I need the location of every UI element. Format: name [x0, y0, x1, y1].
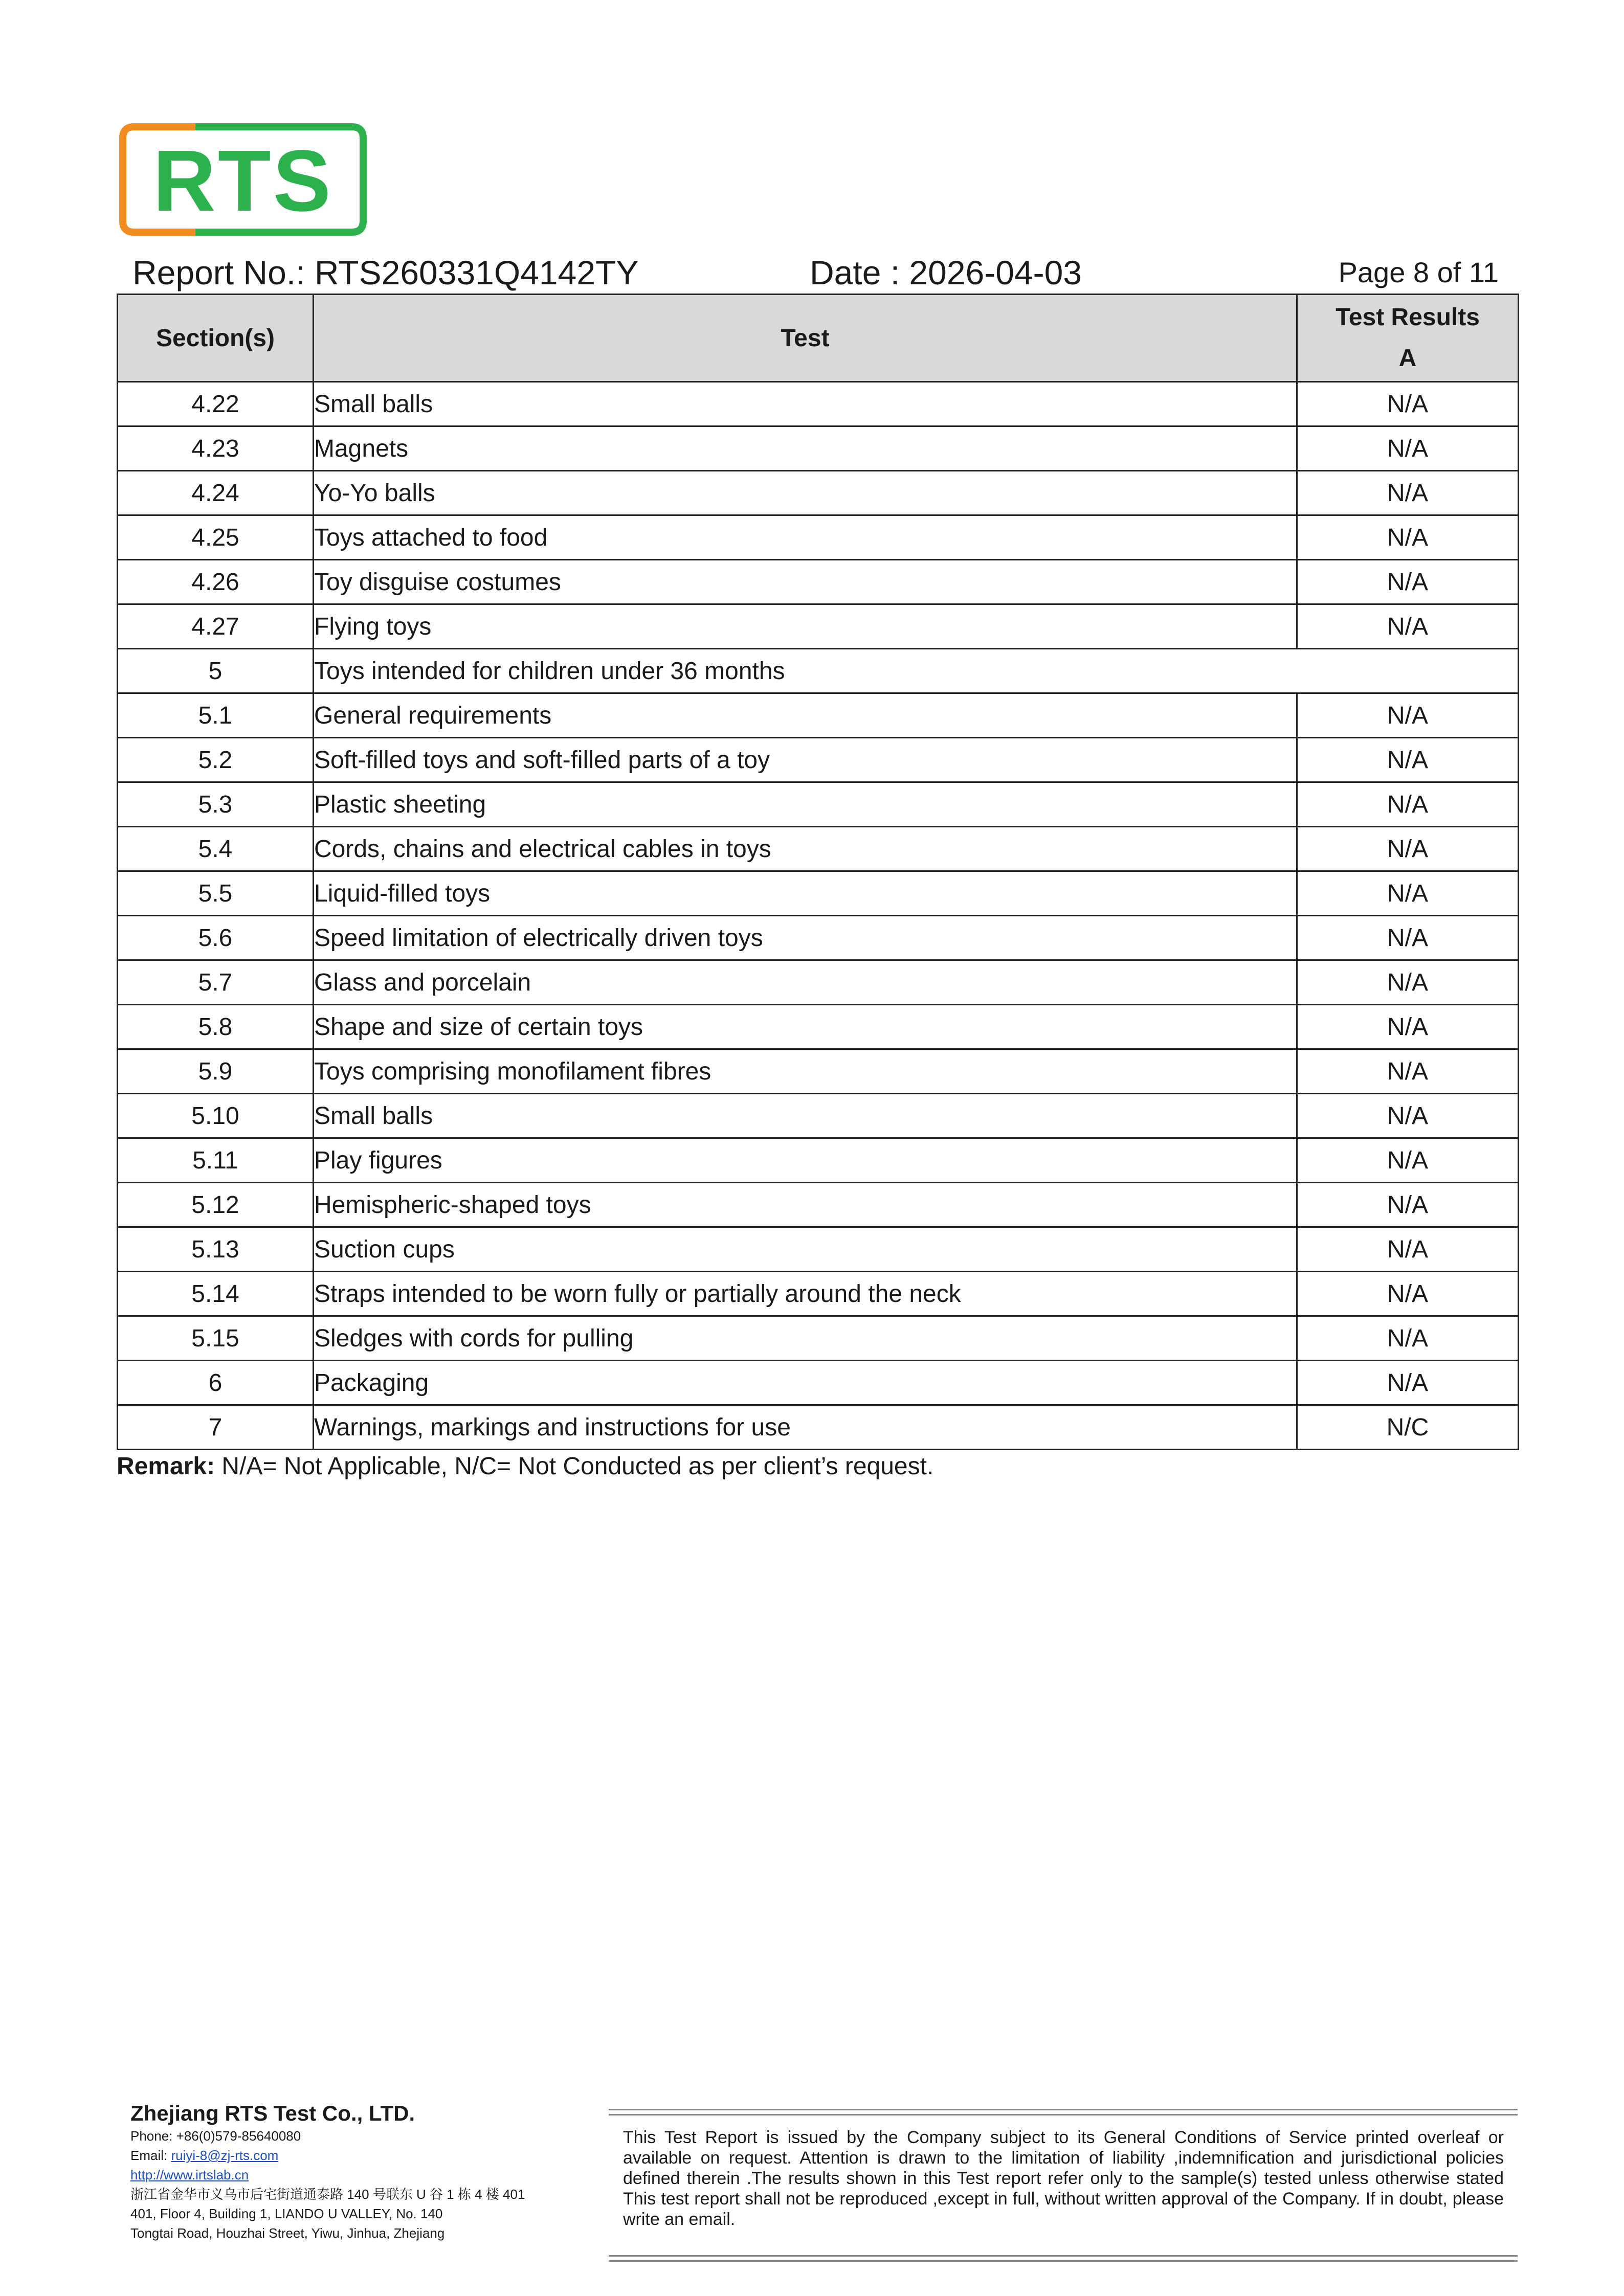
row-test: Flying toys	[314, 604, 1297, 649]
table-row	[118, 1183, 1519, 1227]
row-test: Shape and size of certain toys	[314, 1005, 1297, 1049]
row-section: 4.26	[118, 560, 314, 604]
row-test: Yo-Yo balls	[314, 471, 1297, 515]
row-section: 5.12	[118, 1183, 314, 1227]
table-row	[118, 1227, 1519, 1272]
header-results	[1297, 295, 1519, 382]
row-test: Liquid-filled toys	[314, 871, 1297, 916]
row-test: Toys attached to food	[314, 515, 1297, 560]
table-row	[118, 1138, 1519, 1183]
row-test: Small balls	[314, 382, 1297, 426]
row-section: 5.2	[118, 738, 314, 782]
row-section: 4.22	[118, 382, 314, 426]
footer-company-info	[130, 2101, 570, 2243]
row-section: 5.6	[118, 916, 314, 960]
row-result: N/A	[1297, 738, 1519, 782]
row-result: N/A	[1297, 382, 1519, 426]
row-result: N/C	[1297, 1405, 1519, 1450]
row-test: Toys intended for children under 36 months	[314, 649, 1519, 693]
email-link[interactable]: ruiyi-8@zj-rts.com	[171, 2148, 279, 2163]
row-result: N/A	[1297, 782, 1519, 827]
row-section: 5.5	[118, 871, 314, 916]
row-result: N/A	[1297, 426, 1519, 471]
table-row	[118, 1316, 1519, 1361]
row-test: Toys comprising monofilament fibres	[314, 1049, 1297, 1094]
row-section: 5.11	[118, 1138, 314, 1183]
company-phone: Phone: +86(0)579-85640080	[130, 2128, 301, 2144]
table-row	[118, 782, 1519, 827]
address-en-1: 401, Floor 4, Building 1, LIANDO U VALLEY, No. 140	[130, 2206, 443, 2221]
row-test: Soft-filled toys and soft-filled parts of a toy	[314, 738, 1297, 782]
table-row	[118, 515, 1519, 560]
website-link[interactable]: http://www.irtslab.cn	[130, 2167, 249, 2182]
test-results-table	[117, 294, 1519, 1450]
row-section: 6	[118, 1361, 314, 1405]
row-result: N/A	[1297, 1138, 1519, 1183]
table-row	[118, 1049, 1519, 1094]
table-row	[118, 916, 1519, 960]
header-results-sub: A	[1398, 345, 1417, 372]
row-section: 5.7	[118, 960, 314, 1005]
row-section: 5.1	[118, 693, 314, 738]
row-result: N/A	[1297, 604, 1519, 649]
footer-disclaimer: This Test Report is issued by the Company subject to its General Conditions of Service printed overleaf or available on request. Attention is drawn to the limitation of liability ,indemnification and jurisdictional policies defined therein .The results shown in this Test report refer only to the sample(s) tested unless otherwise stated This test report shall not be reproduced ,except in full, without written approval of the Company. If in doubt, please write an email.	[623, 2128, 1504, 2229]
row-section: 5.15	[118, 1316, 314, 1361]
table-row	[118, 1405, 1519, 1450]
row-result: N/A	[1297, 1094, 1519, 1138]
row-section: 4.24	[118, 471, 314, 515]
report-date: Date : 2026-04-03	[810, 254, 1082, 291]
table-row	[118, 827, 1519, 871]
remark-text: N/A= Not Applicable, N/C= Not Conducted as per client’s request.	[215, 1453, 934, 1480]
row-result: N/A	[1297, 1272, 1519, 1316]
header-results-title: Test Results	[1336, 304, 1480, 331]
table-row	[118, 1361, 1519, 1405]
footer-bottom-rule-2	[609, 2260, 1518, 2262]
row-test: Plastic sheeting	[314, 782, 1297, 827]
row-result: N/A	[1297, 1049, 1519, 1094]
row-result: N/A	[1297, 1005, 1519, 1049]
row-test: Cords, chains and electrical cables in toys	[314, 827, 1297, 871]
row-test: General requirements	[314, 693, 1297, 738]
header-test: Test	[314, 295, 1297, 382]
remark-label: Remark:	[117, 1453, 215, 1480]
table-row	[118, 426, 1519, 471]
logo-text: RTS	[153, 132, 333, 230]
rts-logo	[119, 123, 367, 236]
table-row	[118, 693, 1519, 738]
row-section: 5.4	[118, 827, 314, 871]
footer-top-rule-2	[609, 2114, 1518, 2115]
table-row	[118, 382, 1519, 426]
table-row	[118, 1272, 1519, 1316]
row-test: Packaging	[314, 1361, 1297, 1405]
row-section: 5	[118, 649, 314, 693]
row-result: N/A	[1297, 471, 1519, 515]
company-name: Zhejiang RTS Test Co., LTD.	[130, 2101, 415, 2125]
row-test: Warnings, markings and instructions for use	[314, 1405, 1297, 1450]
row-section: 5.8	[118, 1005, 314, 1049]
row-section: 4.25	[118, 515, 314, 560]
table-row	[118, 604, 1519, 649]
row-test: Toy disguise costumes	[314, 560, 1297, 604]
row-test: Small balls	[314, 1094, 1297, 1138]
table-row	[118, 960, 1519, 1005]
row-section: 5.9	[118, 1049, 314, 1094]
table-row	[118, 560, 1519, 604]
row-section: 4.27	[118, 604, 314, 649]
row-section: 5.10	[118, 1094, 314, 1138]
email-label: Email:	[130, 2148, 171, 2163]
address-en-2: Tongtai Road, Houzhai Street, Yiwu, Jinhua, Zhejiang	[130, 2225, 445, 2241]
row-section: 5.14	[118, 1272, 314, 1316]
row-section: 7	[118, 1405, 314, 1450]
row-section: 5.13	[118, 1227, 314, 1272]
table-header-row	[118, 295, 1519, 382]
row-section: 4.23	[118, 426, 314, 471]
row-result: N/A	[1297, 1361, 1519, 1405]
header-section: Section(s)	[118, 295, 314, 382]
company-email-line	[130, 2146, 570, 2165]
row-test: Suction cups	[314, 1227, 1297, 1272]
table-row	[118, 1094, 1519, 1138]
row-test: Glass and porcelain	[314, 960, 1297, 1005]
table-row	[118, 649, 1519, 693]
row-test: Sledges with cords for pulling	[314, 1316, 1297, 1361]
row-test: Play figures	[314, 1138, 1297, 1183]
row-test: Speed limitation of electrically driven toys	[314, 916, 1297, 960]
row-result: N/A	[1297, 1183, 1519, 1227]
footer-top-rule	[609, 2109, 1518, 2110]
footer-bottom-rule	[609, 2255, 1518, 2257]
row-result: N/A	[1297, 871, 1519, 916]
table-row	[118, 738, 1519, 782]
row-result: N/A	[1297, 560, 1519, 604]
row-test: Straps intended to be worn fully or partially around the neck	[314, 1272, 1297, 1316]
row-result: N/A	[1297, 515, 1519, 560]
row-result: N/A	[1297, 1316, 1519, 1361]
row-result: N/A	[1297, 827, 1519, 871]
row-section: 5.3	[118, 782, 314, 827]
row-result: N/A	[1297, 916, 1519, 960]
address-cn: 浙江省金华市义乌市后宅街道通泰路 140 号联东 U 谷 1 栋 4 楼 401	[130, 2187, 525, 2202]
table-row	[118, 871, 1519, 916]
row-result: N/A	[1297, 960, 1519, 1005]
row-result: N/A	[1297, 1227, 1519, 1272]
remark	[117, 1452, 933, 1480]
report-number: Report No.: RTS260331Q4142TY	[132, 254, 639, 291]
table-body	[118, 382, 1519, 1450]
table-row	[118, 471, 1519, 515]
row-test: Magnets	[314, 426, 1297, 471]
table-row	[118, 1005, 1519, 1049]
row-test: Hemispheric-shaped toys	[314, 1183, 1297, 1227]
row-result: N/A	[1297, 693, 1519, 738]
page-number: Page 8 of 11	[1338, 256, 1499, 288]
